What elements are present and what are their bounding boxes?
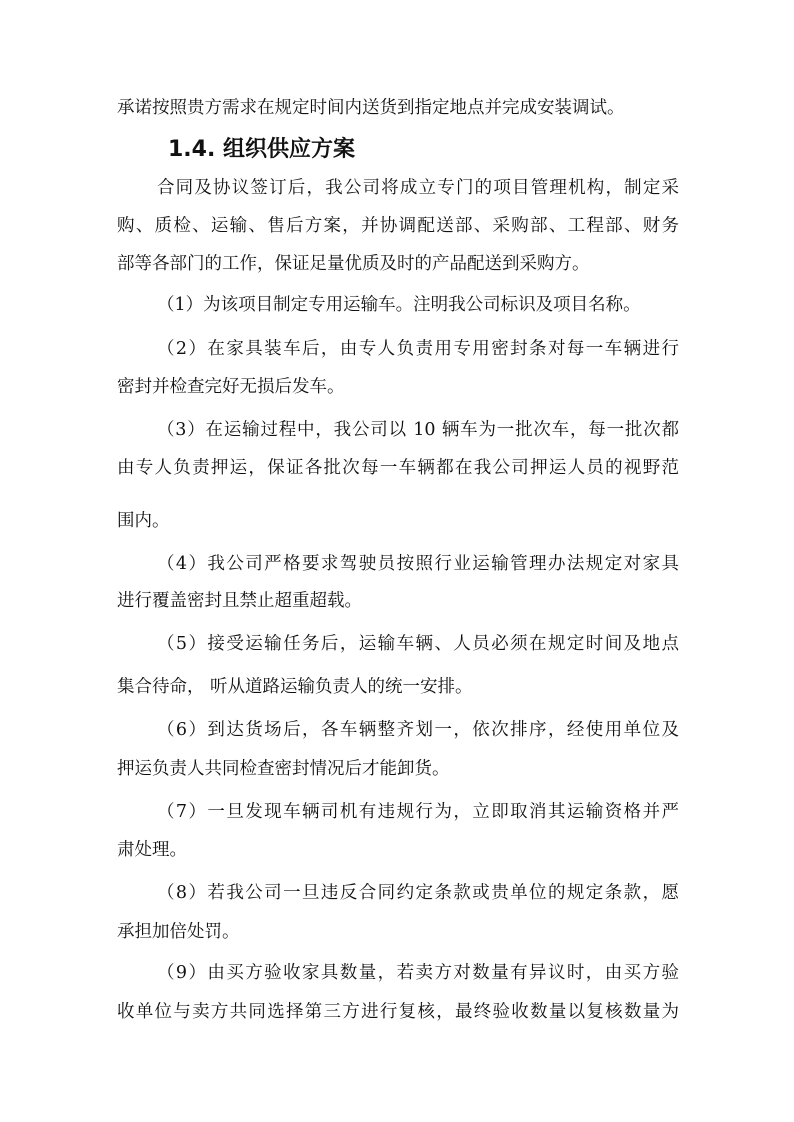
intro-line: 购、质检、运输、售后方案，并协调配送部、采购部、工程部、财务	[117, 216, 679, 236]
list-item-line: 收单位与卖方共同选择第三方进行复核，最终验收数量以复核数量为	[117, 1002, 679, 1022]
list-item-line: 由专人负责押运，保证各批次每一车辆都在我公司押运人员的视野范	[117, 458, 679, 478]
list-item-line: （7）一旦发现车辆司机有违规行为，立即取消其运输资格并严	[157, 802, 679, 822]
list-item-line: 进行覆盖密封且禁止超重超载。	[117, 591, 362, 611]
section-heading: 1.4. 组织供应方案	[168, 137, 355, 162]
list-item-line: （9）由买方验收家具数量，若卖方对数量有异议时，由买方验	[157, 963, 679, 983]
intro-line: 部等各部门的工作，保证足量优质及时的产品配送到采购方。	[117, 254, 590, 274]
list-item-line: 肃处理。	[117, 840, 187, 860]
list-item-line: （3）在运输过程中，我公司以 10 辆车为一批次车，每一批次都	[157, 420, 679, 440]
list-item-line: （1）为该项目制定专用运输车。注明我公司标识及项目名称。	[157, 295, 641, 315]
lead-line: 承诺按照贵方需求在规定时间内送货到指定地点并完成安装调试。	[117, 98, 625, 118]
list-item-line: （5）接受运输任务后，运输车辆、人员必须在规定时间及地点	[157, 634, 679, 654]
list-item-line: （2）在家具装车后，由专人负责用专用密封条对每一车辆进行	[157, 339, 679, 359]
list-item-line: 集合待命， 听从道路运输负责人的统一安排。	[117, 677, 473, 697]
list-item-line: （4）我公司严格要求驾驶员按照行业运输管理办法规定对家具	[157, 554, 679, 574]
intro-line: 合同及协议签订后，我公司将成立专门的项目管理机构，制定采	[157, 178, 679, 198]
list-item-line: 押运负责人共同检查密封情况后才能卸货。	[117, 759, 450, 779]
list-item-line: （6）到达货场后，各车辆整齐划一，依次排序，经使用单位及	[157, 720, 679, 740]
list-item-line: 承担加倍处罚。	[117, 922, 240, 942]
list-item-line: 密封并检查完好无损后发车。	[117, 377, 345, 397]
list-item-line: （8）若我公司一旦违反合同约定条款或贵单位的规定条款，愿	[157, 883, 679, 903]
list-item-line: 围内。	[117, 511, 170, 531]
